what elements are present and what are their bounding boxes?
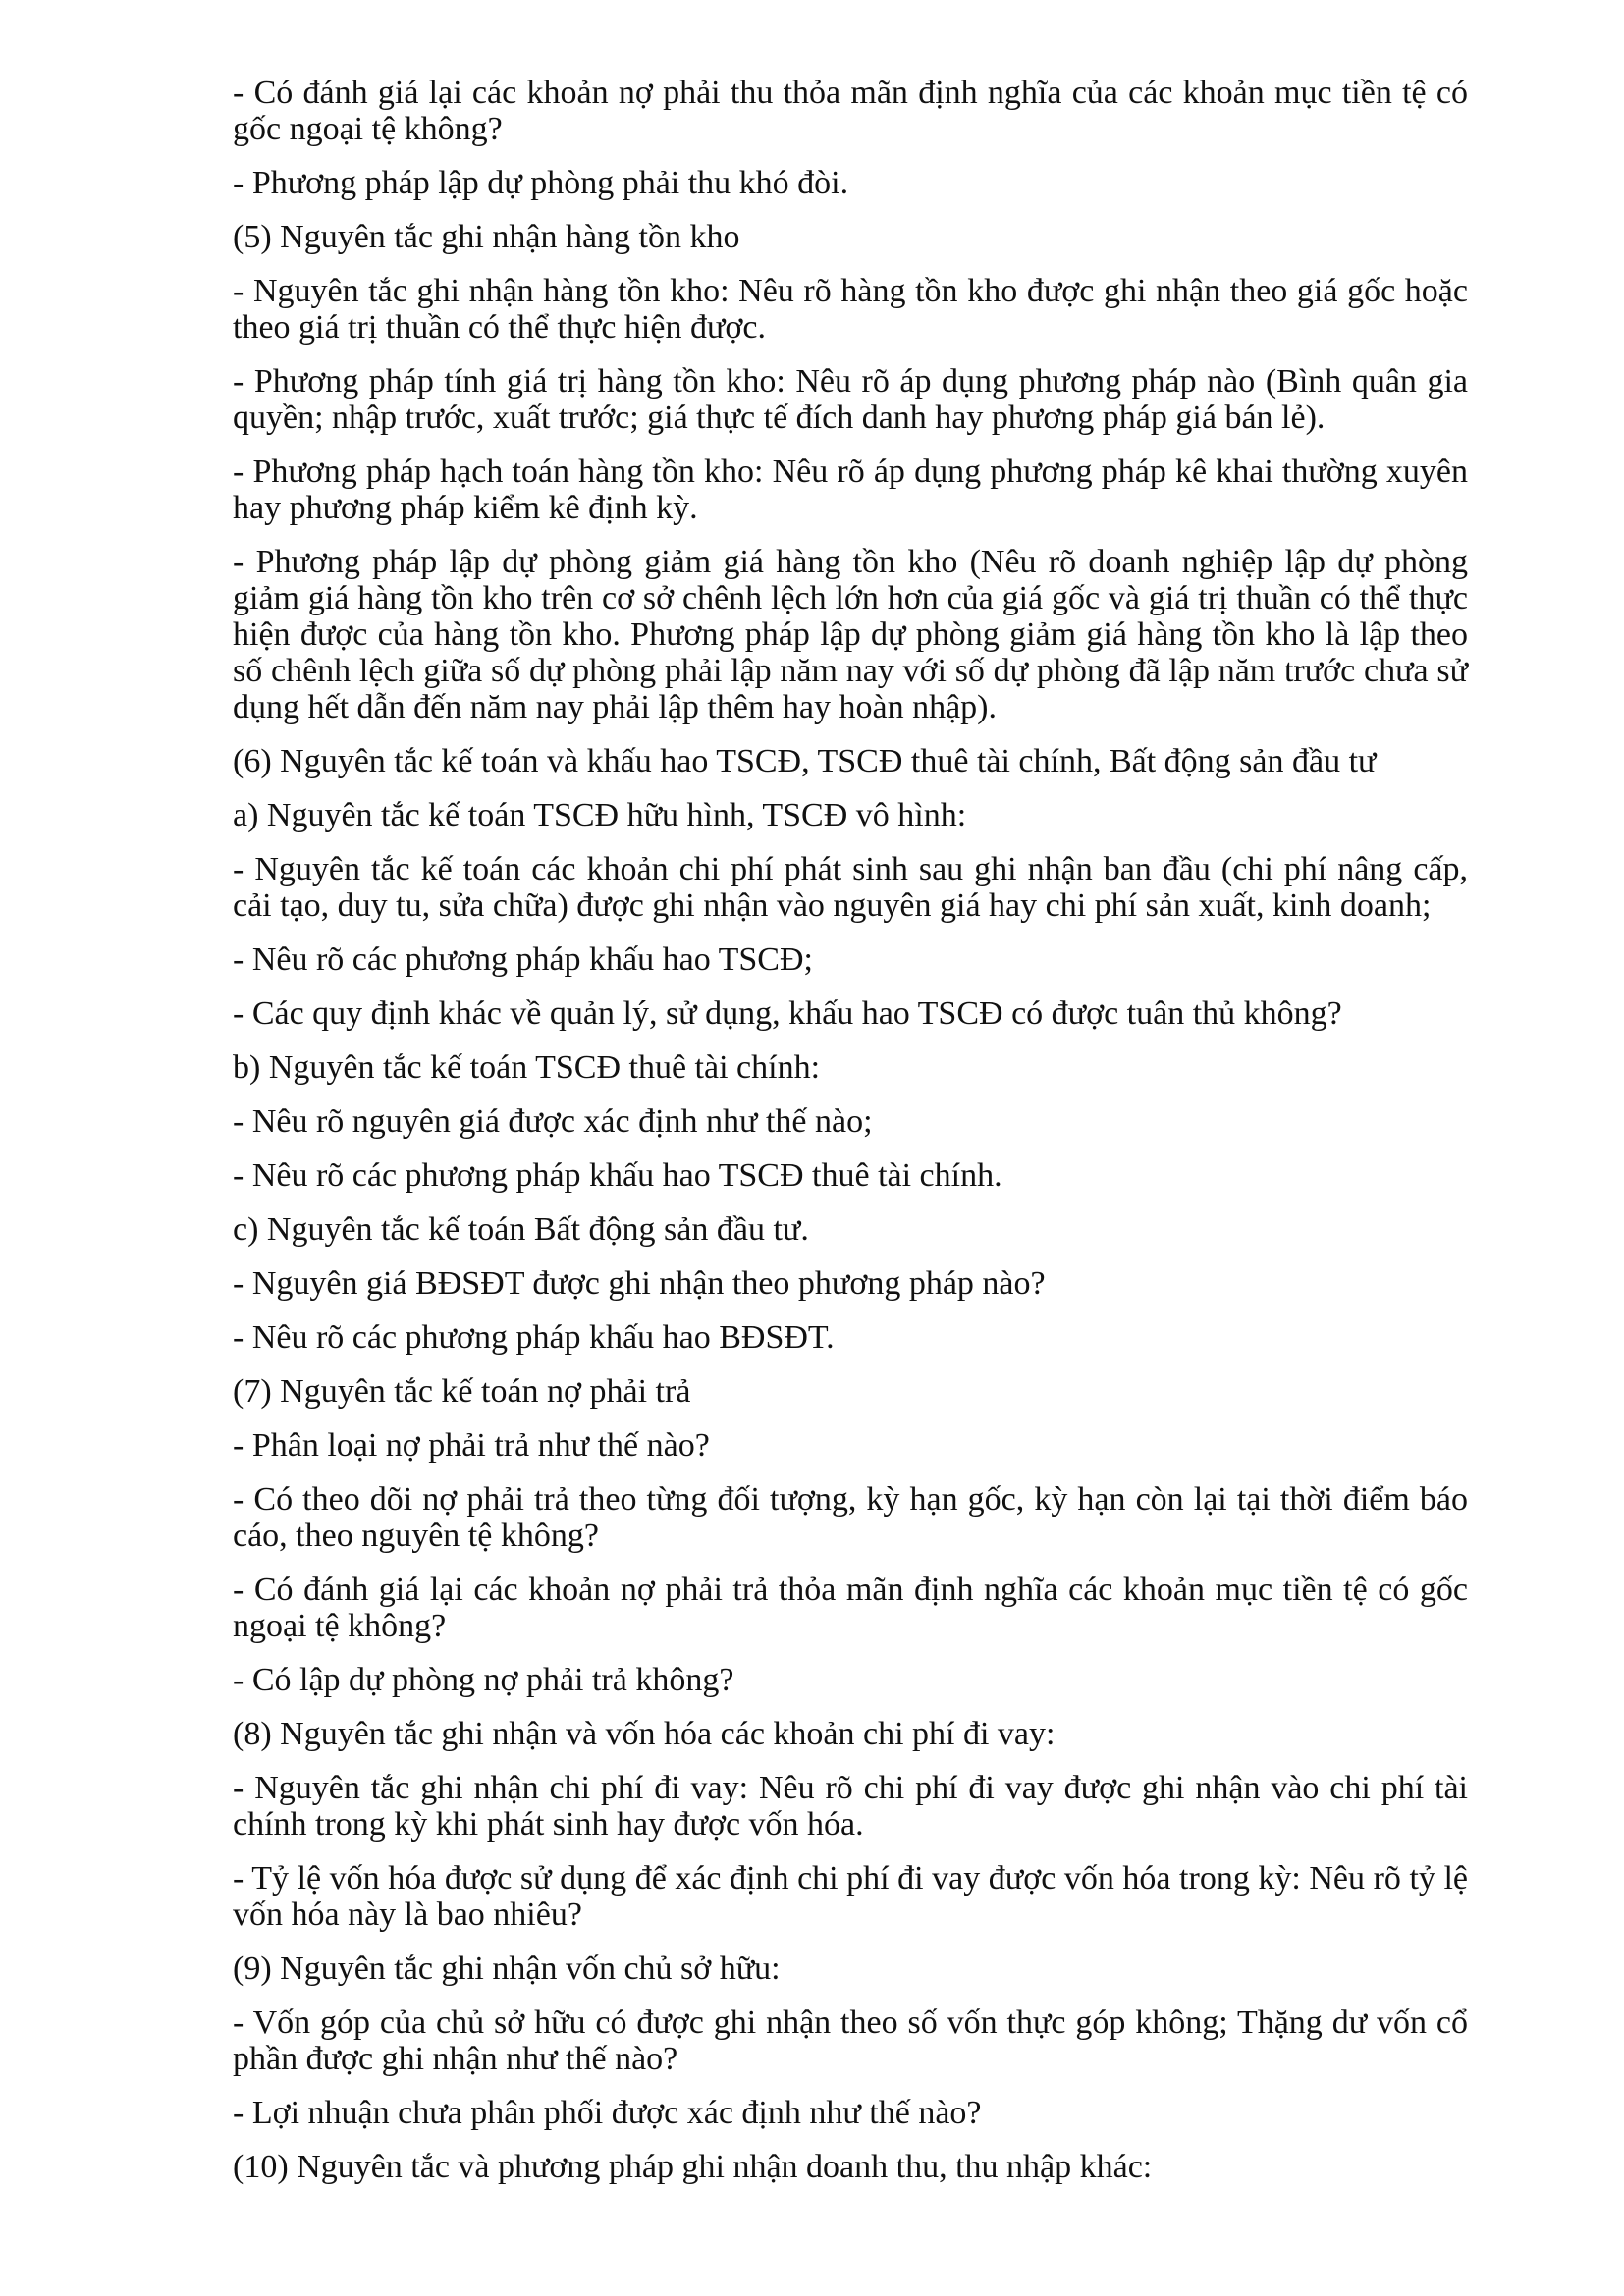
bullet-paragraph: - Nêu rõ các phương pháp khấu hao TSCĐ; — [233, 941, 813, 978]
subsection-heading: b) Nguyên tắc kế toán TSCĐ thuê tài chính: — [233, 1049, 821, 1086]
bullet-paragraph: - Có theo dõi nợ phải trả theo từng đối tượng, kỳ hạn gốc, kỳ hạn còn lại tại thời điểm báo cáo, theo nguyên tệ không? — [233, 1481, 1468, 1554]
section-heading: (5) Nguyên tắc ghi nhận hàng tồn kho — [233, 219, 740, 255]
section-heading: (9) Nguyên tắc ghi nhận vốn chủ sở hữu: — [233, 1950, 781, 1987]
section-heading: (6) Nguyên tắc kế toán và khấu hao TSCĐ, TSCĐ thuê tài chính, Bất động sản đầu tư — [233, 743, 1377, 779]
bullet-paragraph: - Tỷ lệ vốn hóa được sử dụng để xác định chi phí đi vay được vốn hóa trong kỳ: Nêu rõ tỷ lệ vốn hóa này là bao nhiêu? — [233, 1860, 1468, 1933]
subsection-heading: a) Nguyên tắc kế toán TSCĐ hữu hình, TSCĐ vô hình: — [233, 797, 967, 833]
document-page — [233, 75, 1468, 2203]
bullet-paragraph: - Phương pháp hạch toán hàng tồn kho: Nêu rõ áp dụng phương pháp kê khai thường xuyên hay phương pháp kiểm kê định kỳ. — [233, 454, 1468, 526]
bullet-paragraph: - Có lập dự phòng nợ phải trả không? — [233, 1662, 734, 1698]
bullet-paragraph: - Nguyên tắc kế toán các khoản chi phí phát sinh sau ghi nhận ban đầu (chi phí nâng cấp, cải tạo, duy tu, sửa chữa) được ghi nhận vào nguyên giá hay chi phí sản xuất, kinh doanh; — [233, 851, 1468, 924]
bullet-paragraph: - Có đánh giá lại các khoản nợ phải trả thỏa mãn định nghĩa các khoản mục tiền tệ có gốc ngoại tệ không? — [233, 1572, 1468, 1644]
bullet-paragraph: - Nguyên tắc ghi nhận hàng tồn kho: Nêu rõ hàng tồn kho được ghi nhận theo giá gốc hoặc theo giá trị thuần có thể thực hiện được. — [233, 273, 1468, 346]
bullet-paragraph: - Nêu rõ nguyên giá được xác định như thế nào; — [233, 1103, 873, 1140]
bullet-paragraph: - Nêu rõ các phương pháp khấu hao BĐSĐT. — [233, 1319, 835, 1356]
bullet-paragraph: - Phương pháp lập dự phòng phải thu khó đòi. — [233, 165, 849, 201]
bullet-paragraph: - Có đánh giá lại các khoản nợ phải thu thỏa mãn định nghĩa của các khoản mục tiền tệ có gốc ngoại tệ không? — [233, 75, 1468, 147]
bullet-paragraph: - Lợi nhuận chưa phân phối được xác định như thế nào? — [233, 2095, 982, 2131]
bullet-paragraph: - Nguyên tắc ghi nhận chi phí đi vay: Nêu rõ chi phí đi vay được ghi nhận vào chi phí tài chính trong kỳ khi phát sinh hay được vốn hóa. — [233, 1770, 1468, 1842]
bullet-paragraph: - Nêu rõ các phương pháp khấu hao TSCĐ thuê tài chính. — [233, 1157, 1002, 1194]
subsection-heading: c) Nguyên tắc kế toán Bất động sản đầu tư. — [233, 1211, 809, 1248]
bullet-paragraph: - Các quy định khác về quản lý, sử dụng, khấu hao TSCĐ có được tuân thủ không? — [233, 995, 1342, 1032]
section-heading: (8) Nguyên tắc ghi nhận và vốn hóa các khoản chi phí đi vay: — [233, 1716, 1056, 1752]
bullet-paragraph: - Nguyên giá BĐSĐT được ghi nhận theo phương pháp nào? — [233, 1265, 1046, 1302]
bullet-paragraph: - Phương pháp lập dự phòng giảm giá hàng tồn kho (Nêu rõ doanh nghiệp lập dự phòng giảm giá hàng tồn kho trên cơ sở chênh lệch lớn hơn của giá gốc và giá trị thuần có thể thực hiện được của hàng tồn kho. Phương pháp lập dự phòng giảm giá hàng tồn kho là lập theo số chênh lệch giữa số dự phòng phải lập năm nay với số dự phòng đã lập năm trước chưa sử dụng hết dẫn đến năm nay phải lập thêm hay hoàn nhập). — [233, 544, 1468, 725]
bullet-paragraph: - Phương pháp tính giá trị hàng tồn kho: Nêu rõ áp dụng phương pháp nào (Bình quân gia quyền; nhập trước, xuất trước; giá thực tế đích danh hay phương pháp giá bán lẻ). — [233, 363, 1468, 436]
bullet-paragraph: - Phân loại nợ phải trả như thế nào? — [233, 1427, 710, 1464]
section-heading: (7) Nguyên tắc kế toán nợ phải trả — [233, 1373, 691, 1410]
bullet-paragraph: - Vốn góp của chủ sở hữu có được ghi nhận theo số vốn thực góp không; Thặng dư vốn cổ phần được ghi nhận như thế nào? — [233, 2004, 1468, 2077]
section-heading: (10) Nguyên tắc và phương pháp ghi nhận doanh thu, thu nhập khác: — [233, 2149, 1153, 2185]
